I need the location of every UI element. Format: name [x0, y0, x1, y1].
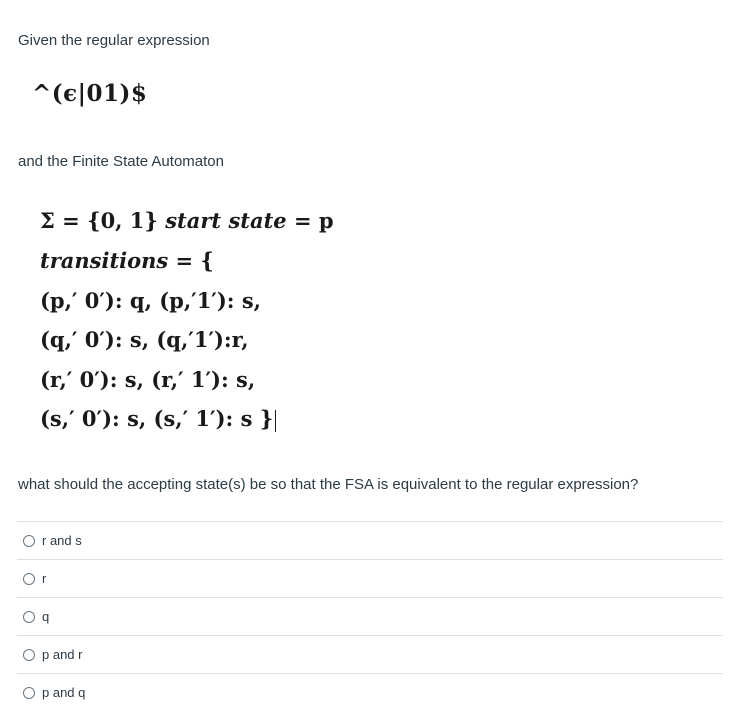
- fsa-start-value: = p: [286, 208, 334, 233]
- fsa-line-alphabet: [40, 208, 334, 233]
- fsa-transition-s-text: (s,′ 0′): s, (s,′ 1′): s }: [40, 406, 274, 431]
- question-prompt: what should the accepting state(s) be so that the FSA is equivalent to the regular expression?: [18, 476, 639, 493]
- answer-option-p-and-r[interactable]: [17, 635, 723, 673]
- question-intro: Given the regular expression: [18, 32, 210, 49]
- answer-label[interactable]: p and r: [42, 647, 83, 662]
- answer-list: [17, 521, 723, 711]
- fsa-alphabet: Σ = {0, 1}: [40, 208, 166, 233]
- text-cursor: [275, 410, 276, 432]
- fsa-transitions-open: = {: [168, 248, 214, 273]
- radio-button[interactable]: [23, 649, 35, 661]
- fsa-transition-r: (r,′ 0′): s, (r,′ 1′): s,: [40, 367, 256, 392]
- answer-label[interactable]: r: [42, 571, 47, 586]
- answer-option-r-and-s[interactable]: [17, 521, 723, 559]
- fsa-transition-p: (p,′ 0′): q, (p,′1′): s,: [40, 288, 261, 313]
- answer-option-p-and-q[interactable]: [17, 673, 723, 711]
- fsa-line-transitions: [40, 248, 214, 273]
- answer-label[interactable]: q: [42, 609, 50, 624]
- fsa-start-label: start state: [165, 208, 287, 233]
- fsa-transition-q: (q,′ 0′): s, (q,′1′):r,: [40, 327, 249, 352]
- fsa-intro: and the Finite State Automaton: [18, 153, 224, 170]
- fsa-transition-s: [40, 406, 276, 432]
- answer-option-q[interactable]: [17, 597, 723, 635]
- regex-expression: ^(ϵ|01)$: [32, 80, 148, 107]
- fsa-transitions-label: transitions: [40, 248, 169, 273]
- radio-button[interactable]: [23, 573, 35, 585]
- answer-label[interactable]: r and s: [42, 533, 82, 548]
- answer-option-r[interactable]: [17, 559, 723, 597]
- radio-button[interactable]: [23, 535, 35, 547]
- radio-button[interactable]: [23, 611, 35, 623]
- radio-button[interactable]: [23, 687, 35, 699]
- answer-label[interactable]: p and q: [42, 685, 86, 700]
